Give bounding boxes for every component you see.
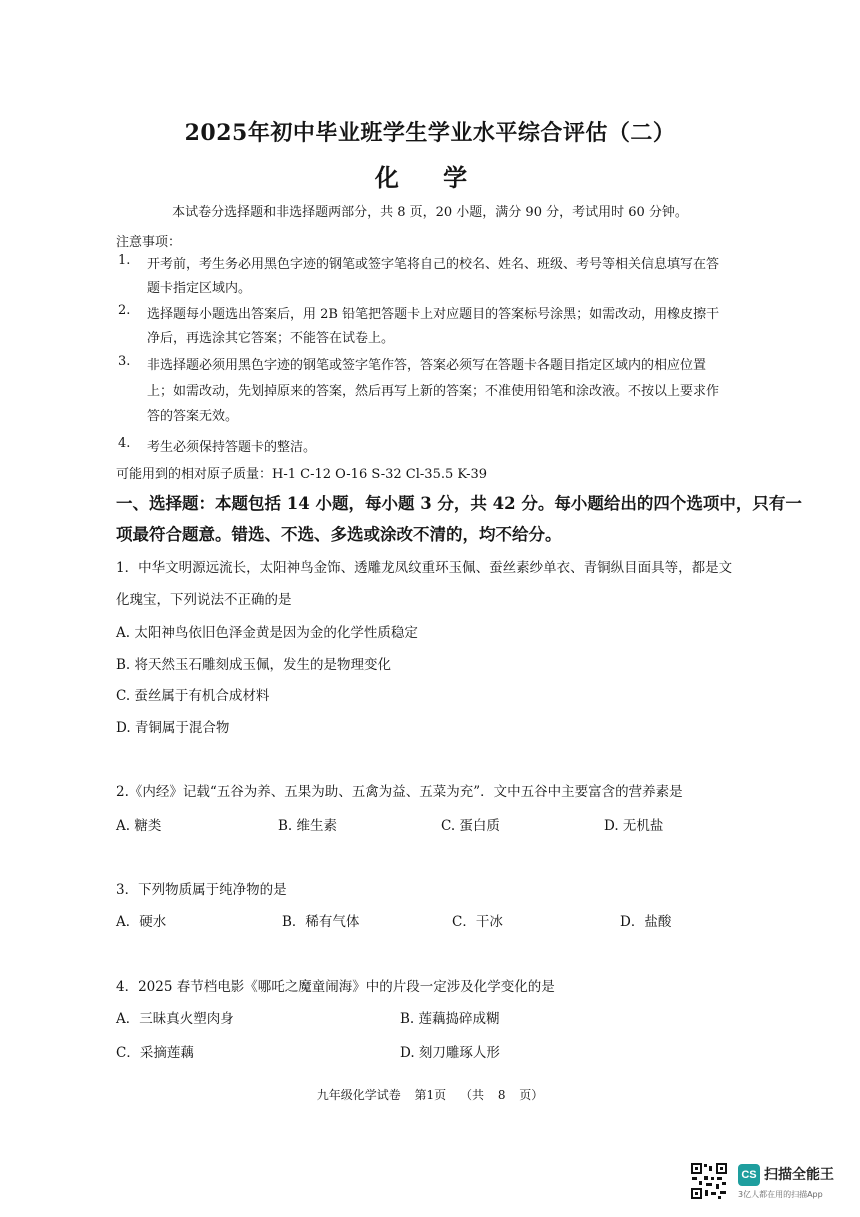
section-heading-line-1: 一、选择题：本题包括 14 小题，每小题 3 分，共 42 分。每小题给出的四个选项中，只有一	[116, 494, 802, 513]
question-4-option-a: A．三昧真火塑肉身	[116, 1011, 234, 1027]
question-1-option-a: A. 太阳神鸟依旧色泽金黄是因为金的化学性质稳定	[116, 625, 418, 641]
question-1-option-c: C. 蚕丝属于有机合成材料	[116, 688, 270, 704]
notice-item-3-line-3: 答的答案无效。	[147, 409, 239, 424]
notice-number-4: 4.	[118, 436, 131, 451]
camscanner-name: 扫描全能王	[764, 1167, 834, 1183]
notice-number-1: 1.	[118, 253, 131, 268]
notice-number-3: 3.	[118, 354, 131, 369]
question-2-option-b: B. 维生素	[278, 818, 338, 834]
question-2-option-d: D. 无机盐	[604, 818, 664, 834]
question-1-stem-line-2: 化瑰宝，下列说法不正确的是	[116, 592, 292, 608]
notice-item-2-line-2: 净后，再选涂其它答案；不能答在试卷上。	[147, 331, 395, 346]
notice-item-1-line-1: 开考前，考生务必用黑色字迹的钢笔或签字笔将自己的校名、姓名、班级、考号等相关信息填写在答	[147, 257, 720, 272]
question-3-option-c: C．干冰	[452, 914, 503, 930]
section-heading-line-2: 项最符合题意。错选、不选、多选或涂改不清的，均不给分。	[116, 525, 562, 544]
question-3-option-d: D．盐酸	[620, 914, 672, 930]
qr-code-icon	[690, 1162, 728, 1200]
camscanner-tagline: 3亿人都在用的扫描App	[738, 1190, 823, 1199]
notice-item-1-line-2: 题卡指定区域内。	[147, 281, 252, 296]
notice-item-4-line-1: 考生必须保持答题卡的整洁。	[147, 440, 317, 455]
notice-item-3-line-1: 非选择题必须用黑色字迹的钢笔或签字笔作答，答案必须写在答题卡各题目指定区域内的相应位置	[147, 358, 707, 373]
notice-item-3-line-2: 上；如需改动，先划掉原来的答案，然后再写上新的答案；不准使用铅笔和涂改液。不按以上要求作	[147, 384, 720, 399]
scanner-watermark	[690, 1162, 850, 1206]
notice-heading: 注意事项：	[116, 235, 182, 250]
question-2-stem: 2.《内经》记载“五谷为养、五果为助、五禽为益、五菜为充”．文中五谷中主要富含的营养素是	[116, 784, 683, 800]
subject-title: 化 学	[374, 163, 486, 192]
question-4-option-b: B. 莲藕捣碎成糊	[400, 1011, 500, 1027]
question-2-option-a: A. 糖类	[116, 818, 162, 834]
exam-title: 2025年初中毕业班学生学业水平综合评估（二）	[184, 120, 676, 146]
question-1-option-d: D. 青铜属于混合物	[116, 720, 230, 736]
question-4-option-d: D. 刻刀雕琢人形	[400, 1045, 500, 1061]
notice-item-2-line-1: 选择题每小题选出答案后，用 2B 铅笔把答题卡上对应题目的答案标号涂黑；如需改动，用橡皮擦干	[147, 307, 720, 322]
question-3-option-a: A．硬水	[116, 914, 167, 930]
question-4-option-c: C．采摘莲藕	[116, 1045, 194, 1061]
notice-number-2: 2.	[118, 303, 131, 318]
question-1-option-b: B. 将天然玉石雕刻成玉佩，发生的是物理变化	[116, 657, 392, 673]
page-footer: 九年级化学试卷 第1页 （共 8 页）	[316, 1088, 544, 1102]
question-4-stem: 4．2025 春节档电影《哪吒之魔童闹海》中的片段一定涉及化学变化的是	[116, 979, 555, 995]
atomic-mass-line: 可能用到的相对原子质量：H-1 C-12 O-16 S-32 Cl-35.5 K-39	[116, 467, 488, 482]
exam-intro: 本试卷分选择题和非选择题两部分，共 8 页，20 小题，满分 90 分，考试用时 60 分钟。	[172, 205, 688, 220]
question-3-stem: 3．下列物质属于纯净物的是	[116, 882, 287, 898]
question-3-option-b: B．稀有气体	[282, 914, 360, 930]
question-2-option-c: C. 蛋白质	[441, 818, 500, 834]
question-1-stem-line-1: 1．中华文明源远流长，太阳神鸟金饰、透雕龙凤纹重环玉佩、蚕丝素纱单衣、青铜纵目面具等，都是文	[116, 560, 733, 576]
camscanner-logo: CS	[738, 1164, 760, 1186]
